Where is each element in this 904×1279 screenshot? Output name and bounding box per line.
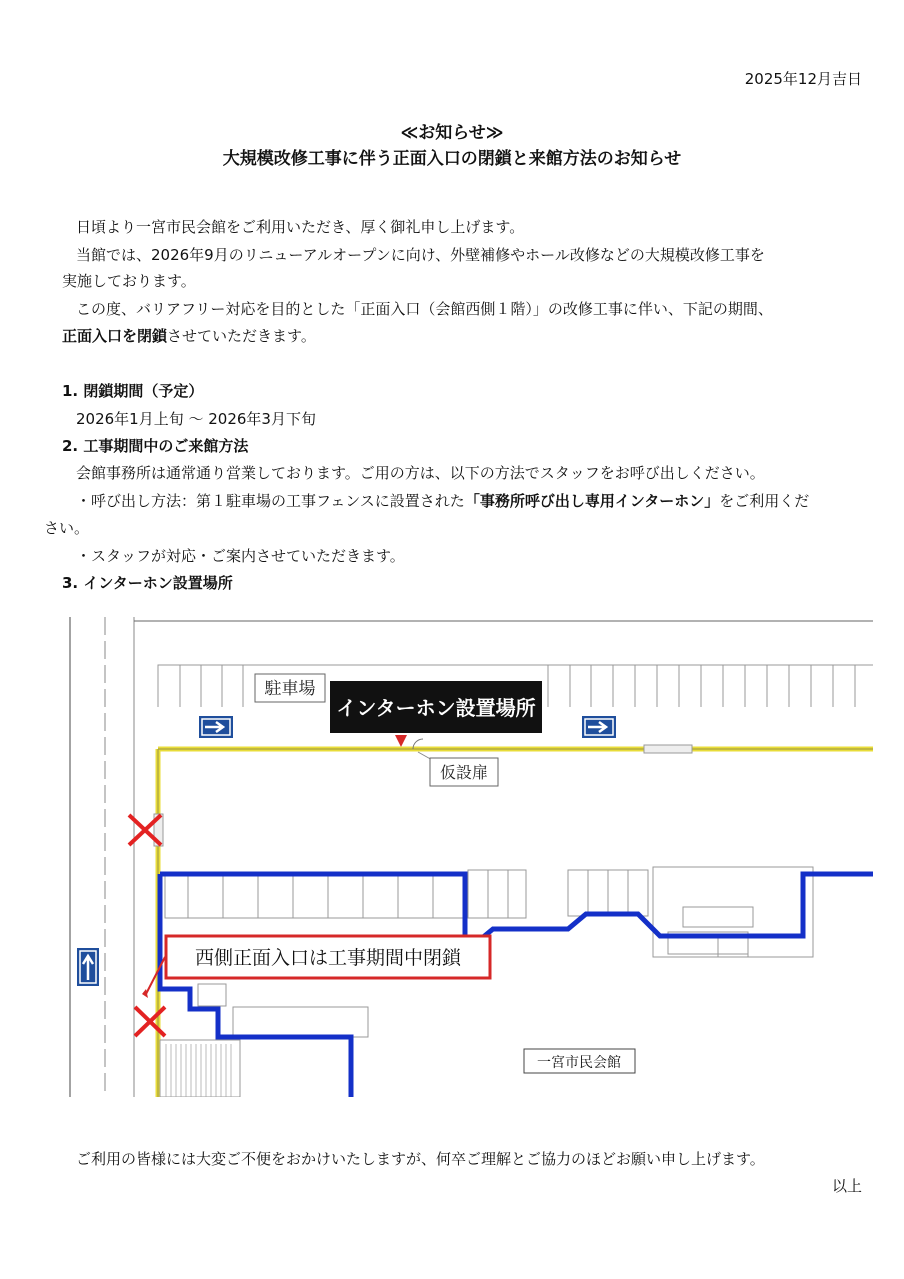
closed-entrance-label: 西側正面入口は工事期間中閉鎖 <box>194 947 462 969</box>
intro-paragraph-3-line1: この度、バリアフリー対応を目的とした「正面入口（会館西側１階）」の改修工事に伴い、下記の期間、 <box>76 300 773 318</box>
section-1-heading: 1. 閉鎖期間（予定） <box>62 382 204 400</box>
call-method-wrap: さい。 <box>44 519 90 537</box>
site-map <box>68 612 873 1097</box>
intro-paragraph-2-line2: 実施しております。 <box>62 272 196 290</box>
staff-guidance-bullet: ・スタッフが対応・ご案内させていただきます。 <box>76 547 405 565</box>
call-method-post: をご利用くだ <box>719 492 810 510</box>
intro-paragraph-2-line1: 当館では、2026年9月のリニューアルオープンに向け、外壁補修やホール改修などの大規模改修工事を <box>76 246 765 264</box>
intro-paragraph-3-line2 <box>62 325 316 346</box>
page-title: 大規模改修工事に伴う正面入口の閉鎖と来館方法のお知らせ <box>222 149 682 169</box>
section-2-heading: 2. 工事期間中のご来館方法 <box>62 437 249 455</box>
call-method-bullet <box>76 490 809 511</box>
building-name-label: 一宮市民会館 <box>537 1055 621 1071</box>
closing-mark: 以上 <box>831 1177 862 1195</box>
temp-door-label: 仮設扉 <box>439 763 489 782</box>
closure-emphasis: 正面入口を閉鎖 <box>62 327 168 345</box>
office-hours-text: 会館事務所は通常通り営業しております。ご用の方は、以下の方法でスタッフをお呼び出しください。 <box>76 464 765 482</box>
call-method-pre: ・呼び出し方法：第１駐車場の工事フェンスに設置された <box>76 492 465 510</box>
intercom-emphasis: 「事務所呼び出し専用インターホン」 <box>464 492 720 510</box>
parking-label: 駐車場 <box>264 679 316 699</box>
right-arrow-icon <box>199 716 233 738</box>
intro-paragraph-1: 日頃より一宮市民会館をご利用いただき、厚く御礼申し上げます。 <box>76 218 525 236</box>
intercom-label: インターホン設置場所 <box>336 696 536 720</box>
up-arrow-icon <box>77 948 99 986</box>
issue-date: 2025年12月吉日 <box>744 70 862 88</box>
footer-text: ご利用の皆様には大変ご不便をおかけいたしますが、何卒ご理解とご協力のほどお願い申し上げます。 <box>76 1150 765 1168</box>
notice-heading: ≪お知らせ≫ <box>400 123 504 143</box>
closure-period: 2026年1月上旬 〜 2026年3月下旬 <box>76 410 316 428</box>
section-3-heading: 3. インターホン設置場所 <box>62 574 233 592</box>
closure-rest: させていただきます。 <box>167 327 316 345</box>
right-arrow-icon <box>582 716 616 738</box>
